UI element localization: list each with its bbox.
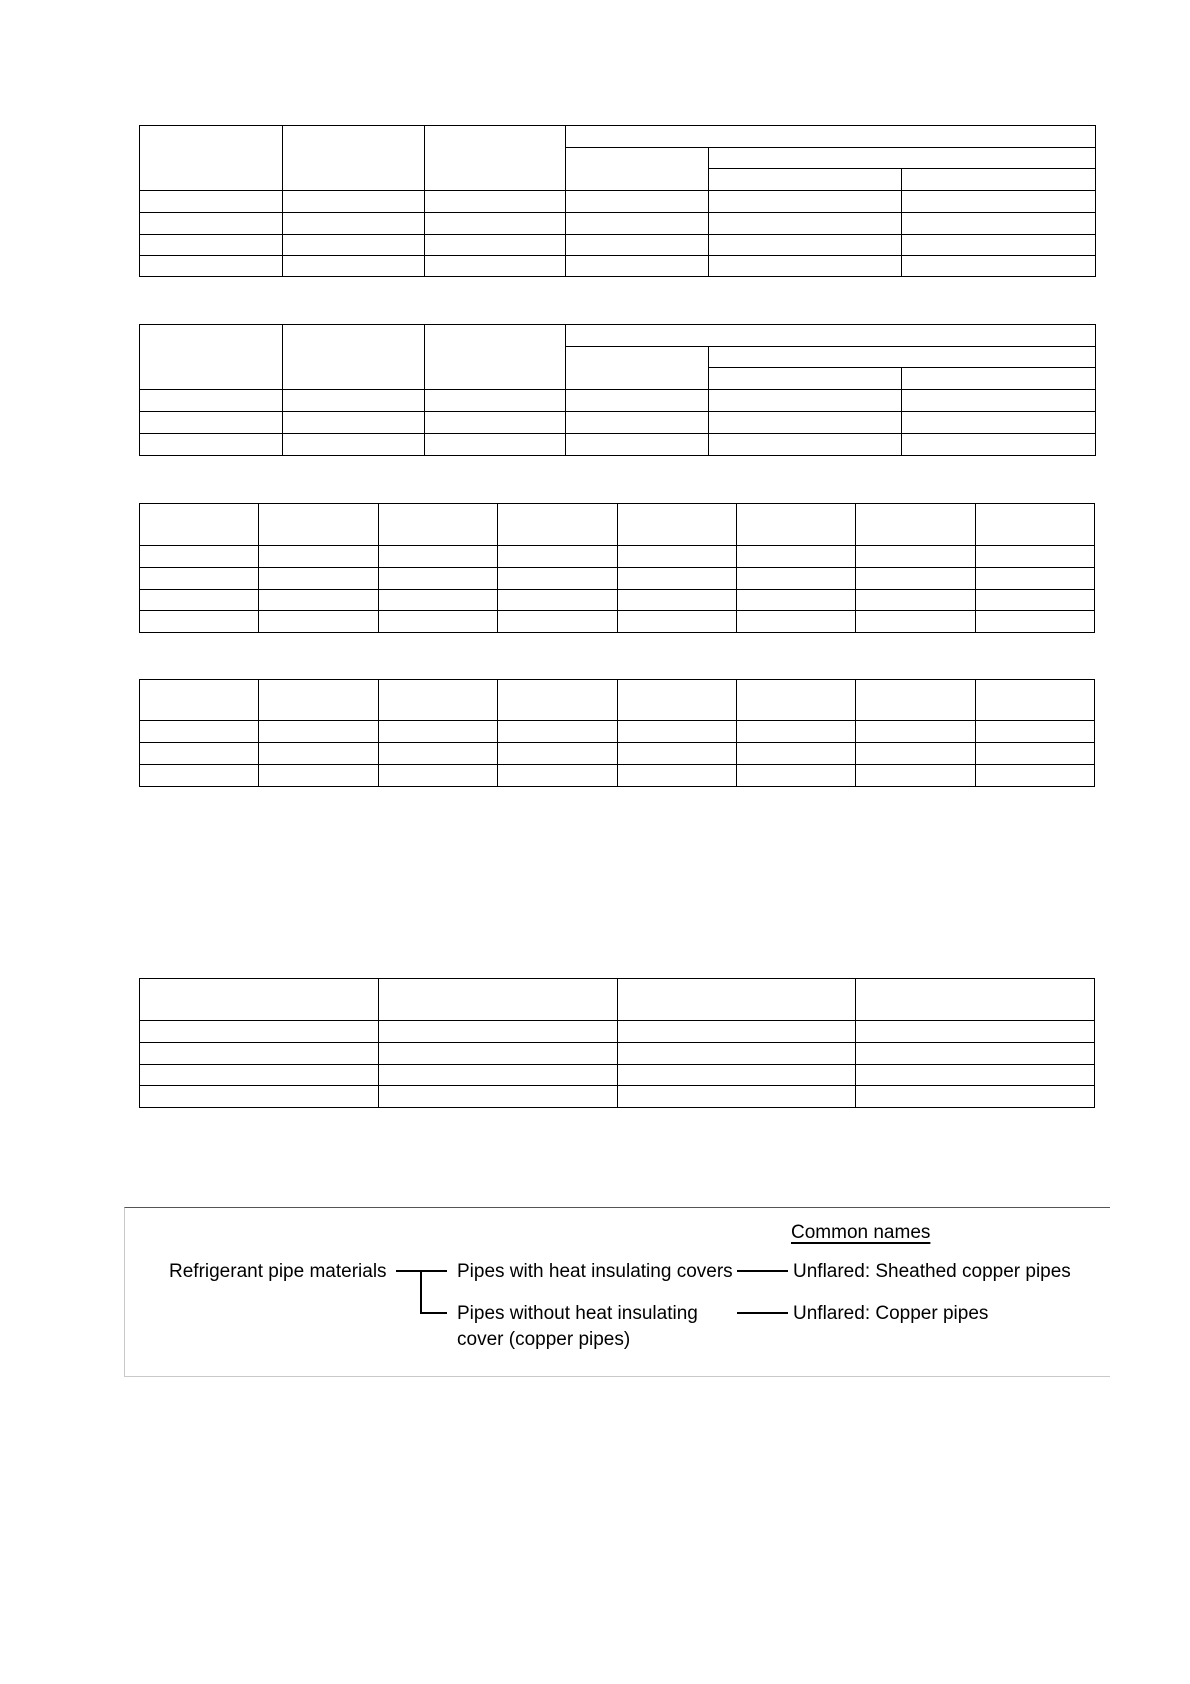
table-row xyxy=(140,611,1095,633)
table-row xyxy=(140,765,1095,787)
table-row xyxy=(140,412,1096,434)
table-row xyxy=(140,434,1096,456)
branch-2-material-line-1: Pipes without heat insulating xyxy=(457,1303,698,1324)
table-cell xyxy=(140,126,283,191)
table-row xyxy=(140,590,1095,611)
branch-2-common-name: Unflared: Copper pipes xyxy=(793,1303,989,1324)
empty-table-2 xyxy=(139,324,1096,456)
connector-name-2 xyxy=(737,1312,788,1314)
empty-table-4 xyxy=(139,679,1095,787)
table-row xyxy=(140,568,1095,590)
table-header-row xyxy=(140,680,1095,721)
table-cell xyxy=(902,169,1096,191)
table-cell xyxy=(709,368,902,390)
table-cell xyxy=(283,325,425,390)
connector-name-1 xyxy=(737,1270,788,1272)
connector-vertical xyxy=(420,1270,422,1314)
table-row xyxy=(140,191,1096,213)
table-header-row xyxy=(140,504,1095,546)
connector-branch-2 xyxy=(420,1312,447,1314)
common-names-heading: Common names xyxy=(791,1222,931,1243)
table-cell xyxy=(425,325,566,390)
empty-table-5 xyxy=(139,978,1095,1108)
table-cell xyxy=(709,347,1096,368)
table-row xyxy=(140,546,1095,568)
table-row xyxy=(140,256,1096,277)
table-cell xyxy=(709,148,1096,169)
table-cell xyxy=(140,325,283,390)
table-row xyxy=(140,743,1095,765)
table-cell xyxy=(283,126,425,191)
table-header-row xyxy=(140,979,1095,1021)
table-cell xyxy=(566,126,1096,148)
branch-1-common-name: Unflared: Sheathed copper pipes xyxy=(793,1261,1071,1282)
table-row xyxy=(140,1021,1095,1043)
table-row xyxy=(140,1086,1095,1108)
table-cell xyxy=(709,169,902,191)
table-cell xyxy=(566,347,709,390)
table-row xyxy=(140,390,1096,412)
empty-table-1 xyxy=(139,125,1096,277)
branch-1-material: Pipes with heat insulating covers xyxy=(457,1261,733,1282)
table-cell xyxy=(902,368,1096,390)
empty-table-3 xyxy=(139,503,1095,633)
table-row xyxy=(140,1065,1095,1086)
table-cell xyxy=(566,325,1096,347)
table-cell xyxy=(425,126,566,191)
branch-2-material-line-2: cover (copper pipes) xyxy=(457,1329,631,1350)
table-row xyxy=(140,721,1095,743)
table-cell xyxy=(566,148,709,191)
table-row xyxy=(140,213,1096,235)
root-label: Refrigerant pipe materials xyxy=(169,1261,387,1282)
table-row xyxy=(140,235,1096,256)
table-row xyxy=(140,1043,1095,1065)
